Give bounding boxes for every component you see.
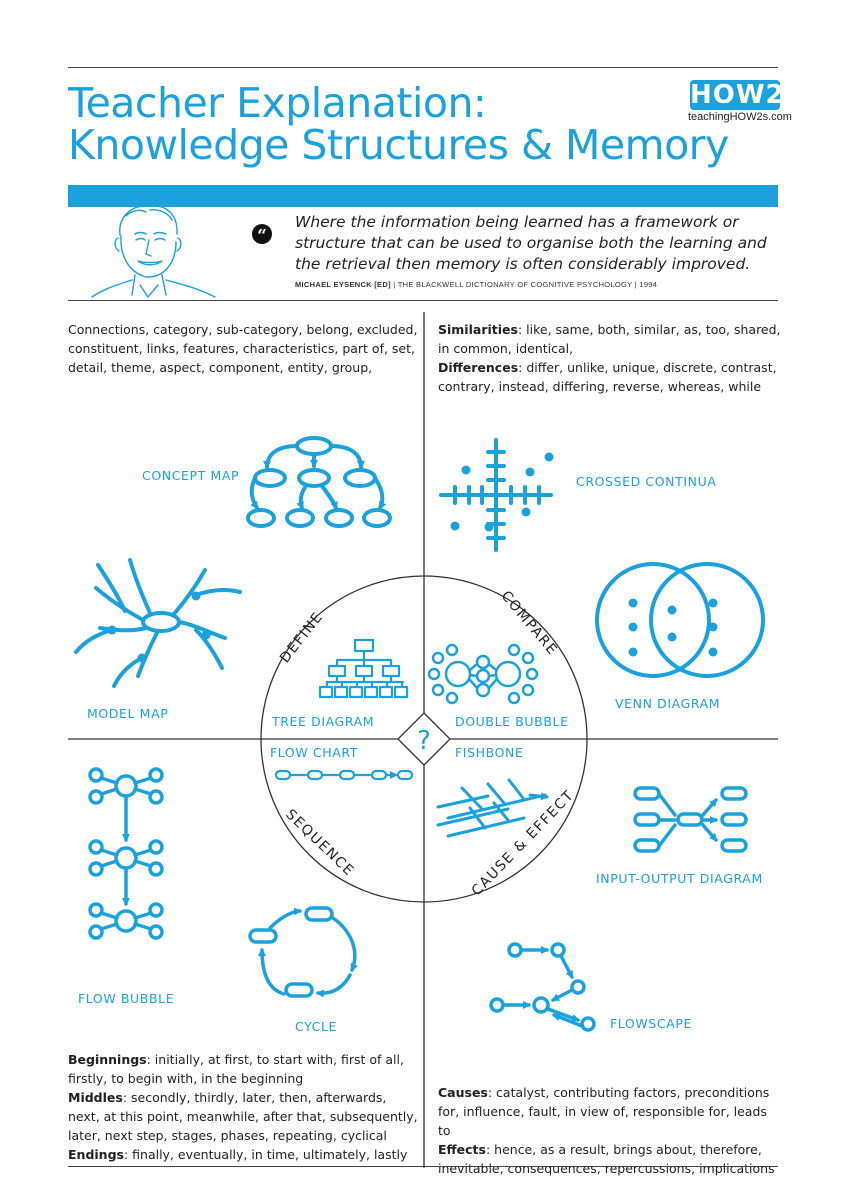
label-flow-bubble: FLOW BUBBLE: [78, 991, 175, 1006]
endings-label: Endings: [68, 1147, 124, 1162]
label-crossed-continua: CROSSED CONTINUA: [576, 474, 717, 489]
double-bubble-icon: [429, 645, 537, 703]
how2-logo: HOW2: [690, 80, 785, 110]
middles-label: Middles: [68, 1090, 123, 1105]
effects-text: : hence, as a result, brings about, therefore, inevitable, consequences, repercussions, implications: [438, 1142, 775, 1176]
differences-text: : differ, unlike, unique, discrete, contrast, contrary, instead, differing, reverse, whereas, while: [438, 360, 777, 394]
label-flowscape: FLOWSCAPE: [610, 1016, 692, 1031]
differences-label: Differences: [438, 360, 519, 375]
venn-diagram-icon: [597, 564, 763, 676]
flowscape-icon: [491, 944, 594, 1030]
quote-icon: “: [252, 224, 272, 244]
quote-text: Where the information being learned has a framework or structure that can be used to organise both the learning and the retrieval then memory is often considerably improved.: [295, 213, 767, 273]
label-venn-diagram: VENN DIAGRAM: [615, 696, 721, 711]
page-title-line2: Knowledge Structures & Memory: [68, 121, 729, 169]
label-fishbone: FISHBONE: [455, 745, 524, 760]
heading-compare: COMPARE: [497, 587, 561, 659]
label-tree-diagram: TREE DIAGRAM: [272, 714, 375, 729]
label-double-bubble: DOUBLE BUBBLE: [455, 714, 569, 729]
quote-author: MICHAEL EYSENCK [ED]: [295, 280, 391, 289]
causes-text: : catalyst, contributing factors, preconditions for, influence, fault, in view of, responsible for, leads to: [438, 1085, 770, 1138]
effects-label: Effects: [438, 1142, 486, 1157]
input-output-icon: [635, 788, 746, 851]
flow-bubble-icon: [90, 769, 162, 938]
similarities-label: Similarities: [438, 322, 518, 337]
concept-map-icon: [248, 438, 390, 526]
model-map-icon: [76, 560, 240, 686]
question-mark: ?: [417, 726, 431, 756]
define-words: Connections, category, sub-category, belong, excluded, constituent, links, features, characteristics, part of, set, detail, theme, aspect, component, entity, group,: [68, 322, 418, 375]
heading-sequence: SEQUENCE: [282, 806, 358, 880]
heading-define: DEFINE: [277, 608, 327, 667]
quote-source: | THE BLACKWELL DICTIONARY OF COGNITIVE PSYCHOLOGY | 1994: [390, 280, 658, 289]
beginnings-text: : initially, at first, to start with, first of all, firstly, to begin with, in the beginning: [68, 1052, 404, 1086]
label-input-output: INPUT-OUTPUT DIAGRAM: [596, 871, 763, 886]
tree-diagram-icon: [320, 640, 407, 697]
flow-chart-icon: [276, 771, 412, 779]
causes-label: Causes: [438, 1085, 488, 1100]
beginnings-label: Beginnings: [68, 1052, 147, 1067]
venn-dots: [629, 599, 718, 657]
heading-cause-effect: CAUSE & EFFECT: [468, 787, 578, 900]
page-title-line1: Teacher Explanation:: [68, 79, 487, 127]
similarities-text: : like, same, both, similar, as, too, shared, in common, identical,: [438, 322, 781, 356]
crossed-continua-icon: [441, 440, 551, 550]
endings-text: : finally, eventually, in time, ultimately, lastly: [123, 1147, 408, 1162]
cycle-icon: [250, 908, 355, 996]
logo-url: teachingHOW2s.com: [688, 111, 792, 123]
label-model-map: MODEL MAP: [87, 706, 169, 721]
middles-text: : secondly, thirdly, later, then, afterwards, next, at this point, meanwhile, after that, subsequently, later, next step, stages, phases, repeating, cyclical: [68, 1090, 418, 1143]
label-cycle: CYCLE: [295, 1019, 338, 1034]
label-flow-chart: FLOW CHART: [270, 745, 358, 760]
label-concept-map: CONCEPT MAP: [142, 468, 240, 483]
